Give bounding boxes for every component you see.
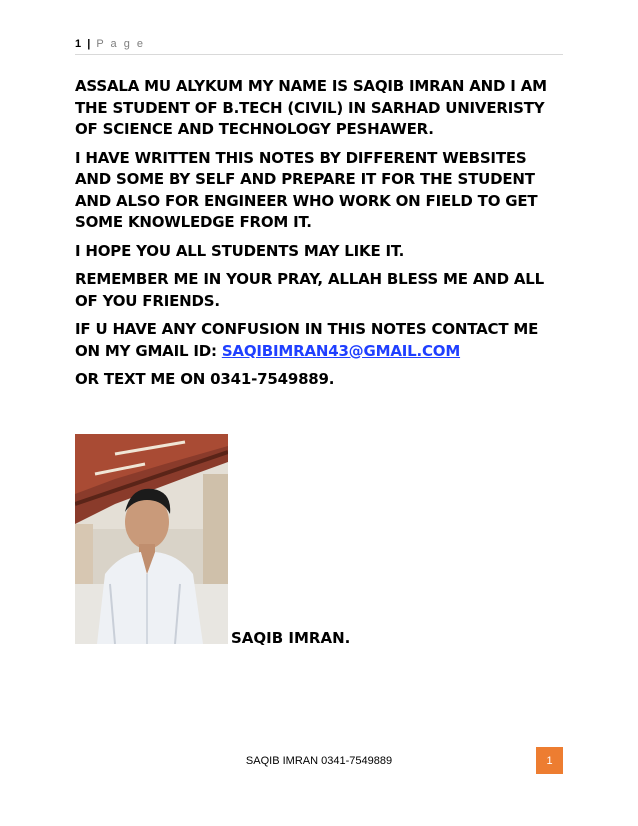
email-link[interactable]: SAQIBIMRAN43@GMAIL.COM	[221, 341, 461, 360]
author-name-caption: SAQIB IMRAN.	[231, 629, 351, 647]
intro-paragraph: ASSALA MU ALYKUM MY NAME IS SAQIB IMRAN AND I AM THE STUDENT OF B.TECH (CIVIL) IN SARHAD UNIVERISTY OF SCIENCE AND TECHNOLOGY PESHAWER.	[75, 77, 547, 138]
document-body	[75, 76, 565, 398]
purpose-paragraph: I HAVE WRITTEN THIS NOTES BY DIFFERENT WEBSITES AND SOME BY SELF AND PREPARE IT FOR THE STUDENT AND ALSO FOR ENGINEER WHO WORK ON FIELD TO GET SOME KNOWLEDGE FROM IT.	[75, 148, 538, 231]
header-page-number: 1	[75, 38, 82, 50]
page-header	[75, 38, 563, 55]
prayer-paragraph: REMEMBER ME IN YOUR PRAY, ALLAH BLESS ME AND ALL OF YOU FRIENDS.	[75, 270, 545, 310]
phone-paragraph: OR TEXT ME ON 0341-7549889.	[75, 370, 335, 388]
author-photo-illustration	[75, 434, 228, 644]
contact-intro: IF U HAVE ANY CONFUSION IN THIS NOTES CONTACT ME ON MY GMAIL ID:	[75, 320, 539, 360]
header-separator: |	[87, 38, 91, 50]
contact-paragraph	[75, 319, 565, 362]
hope-paragraph: I HOPE YOU ALL STUDENTS MAY LIKE IT.	[75, 241, 405, 260]
footer-page-number: 1	[536, 747, 563, 774]
header-page-label: P a g e	[96, 38, 145, 50]
footer-text: SAQIB IMRAN 0341-7549889	[245, 755, 393, 767]
author-photo	[75, 434, 228, 644]
